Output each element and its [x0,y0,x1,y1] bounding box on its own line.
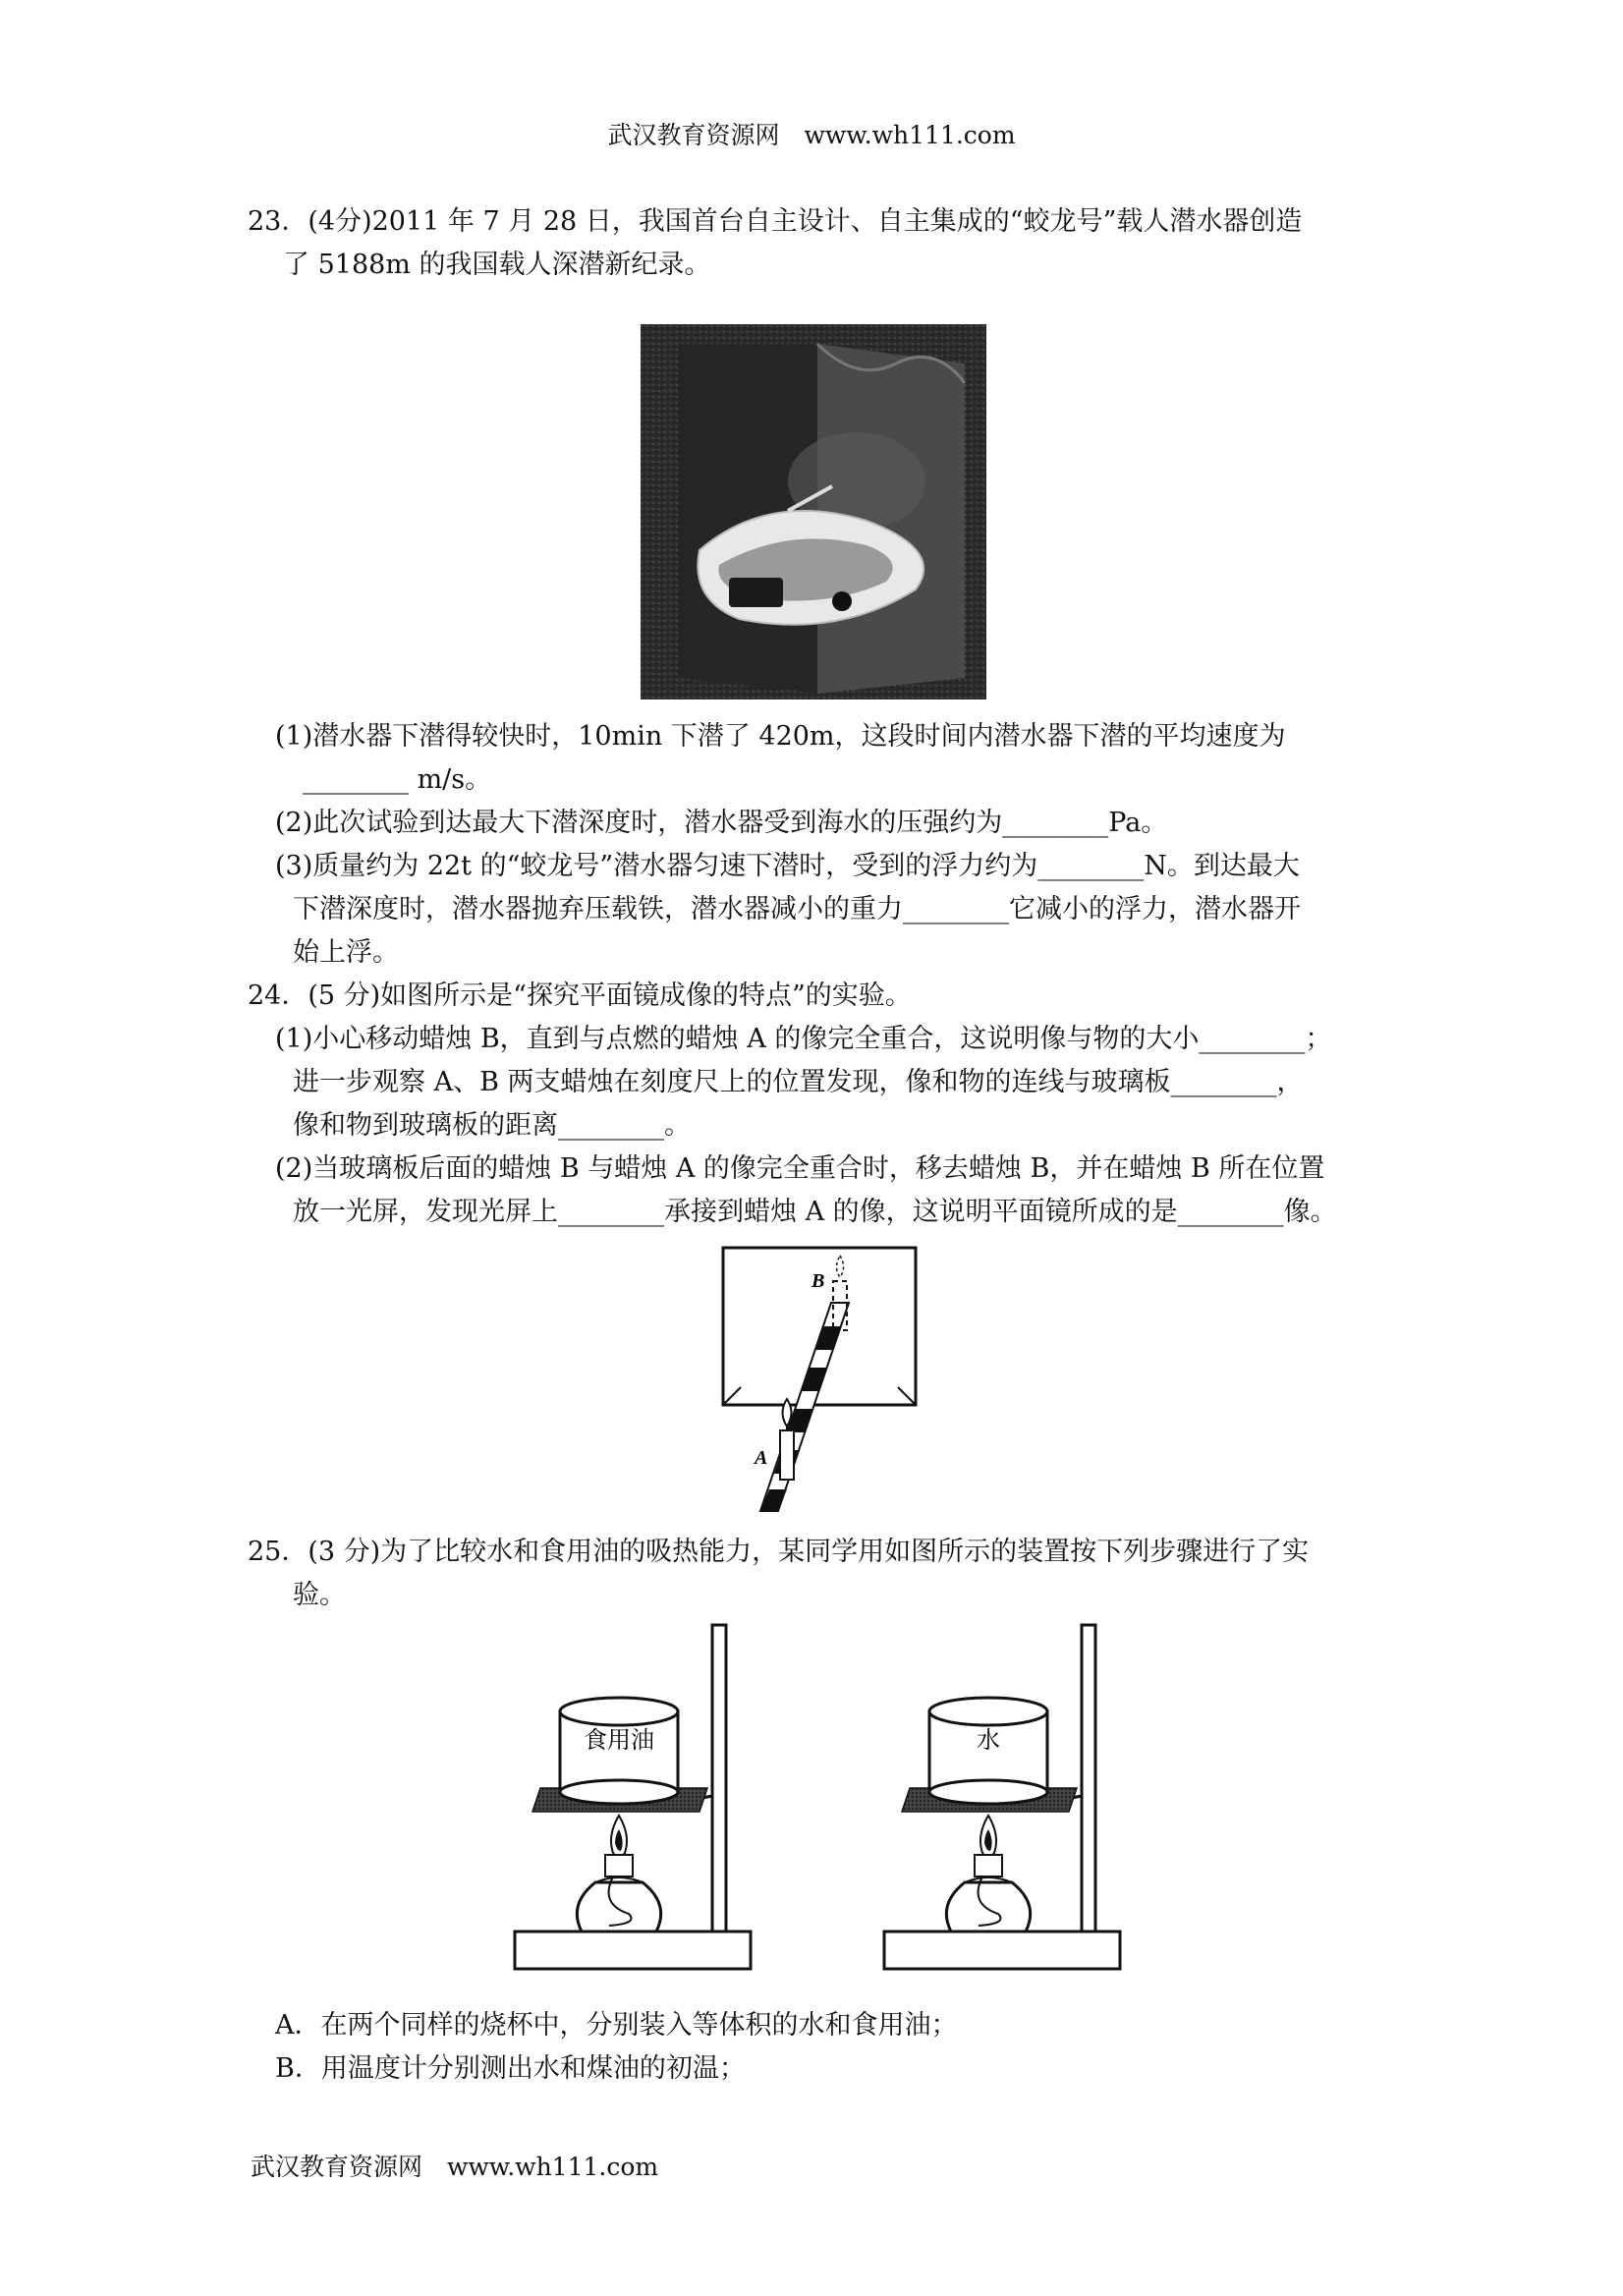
apparatus-water [884,1625,1120,1969]
mirror-experiment-figure [715,1244,922,1514]
stand-rod-oil [712,1625,726,1932]
stand-rod-water [1082,1625,1095,1932]
q25-step-b: B．用温度计分别测出水和煤油的初温； [275,2053,746,2084]
alcohol-lamp-water [946,1816,1030,1932]
q25-step-a: A．在两个同样的烧杯中，分别装入等体积的水和食用油； [275,2010,958,2041]
q25-stem-line1: 25．(3 分)为了比较水和食用油的吸热能力，某同学用如图所示的装置按下列步骤进行了实 [248,1537,1310,1567]
label-a: A [755,1447,768,1469]
page-footer: 武汉教育资源网 www.wh111.com [251,2153,659,2181]
page-header: 武汉教育资源网 www.wh111.com [607,121,1016,149]
q24-sub2-line1: (2)当玻璃板后面的蜡烛 B 与蜡烛 A 的像完全重合时，移去蜡烛 B，并在蜡烛 B 所在位置 [275,1153,1325,1184]
base-oil [515,1932,751,1969]
label-cooking-oil: 食用油 [584,1726,654,1754]
q23-sub1-line2: ________ m/s。 [303,764,492,795]
q25-stem-line2: 验。 [293,1580,346,1610]
q23-sub3-line3: 始上浮。 [293,937,399,968]
submersible-photo [641,324,986,700]
q24-sub1-line3: 像和物到玻璃板的距离________。 [293,1110,691,1141]
q23-stem-line1: 23．(4分)2011 年 7 月 28 日，我国首台自主设计、自主集成的“蛟龙号”载人潜水器创造 [248,206,1303,237]
q24-stem: 24．(5 分)如图所示是“探究平面镜成像的特点”的实验。 [248,980,912,1011]
q23-sub3-line2: 下潜深度时，潜水器抛弃压载铁，潜水器减小的重力________它减小的浮力，潜水器开 [293,894,1301,924]
q23-sub1-line1: (1)潜水器下潜得较快时，10min 下潜了 420m，这段时间内潜水器下潜的平均速度为 [275,721,1286,752]
q24-sub2-line2: 放一光屏，发现光屏上________承接到蜡烛 A 的像，这说明平面镜所成的是________像。 [293,1197,1337,1227]
q24-sub1-line1: (1)小心移动蜡烛 B，直到与点燃的蜡烛 A 的像完全重合，这说明像与物的大小________； [275,1024,1332,1054]
alcohol-lamp-oil [577,1816,660,1932]
candle-a [780,1399,794,1480]
heating-apparatus-figure [511,1619,1159,1992]
base-water [884,1932,1120,1969]
q23-stem-line2: 了 5188m 的我国载人深潜新纪录。 [283,250,711,280]
submersible-window [729,578,783,607]
label-water: 水 [977,1726,1000,1754]
apparatus-oil [515,1625,751,1969]
q23-sub2: (2)此次试验到达最大下潜深度时，潜水器受到海水的压强约为________Pa。 [275,808,1168,838]
q23-sub3-line1: (3)质量约为 22t 的“蛟龙号”潜水器匀速下潜时，受到的浮力约为________N。到达最大 [275,851,1300,881]
ruler [760,1303,849,1511]
label-b: B [812,1270,825,1292]
q24-sub1-line2: 进一步观察 A、B 两支蜡烛在刻度尺上的位置发现，像和物的连线与玻璃板________， [293,1067,1304,1097]
